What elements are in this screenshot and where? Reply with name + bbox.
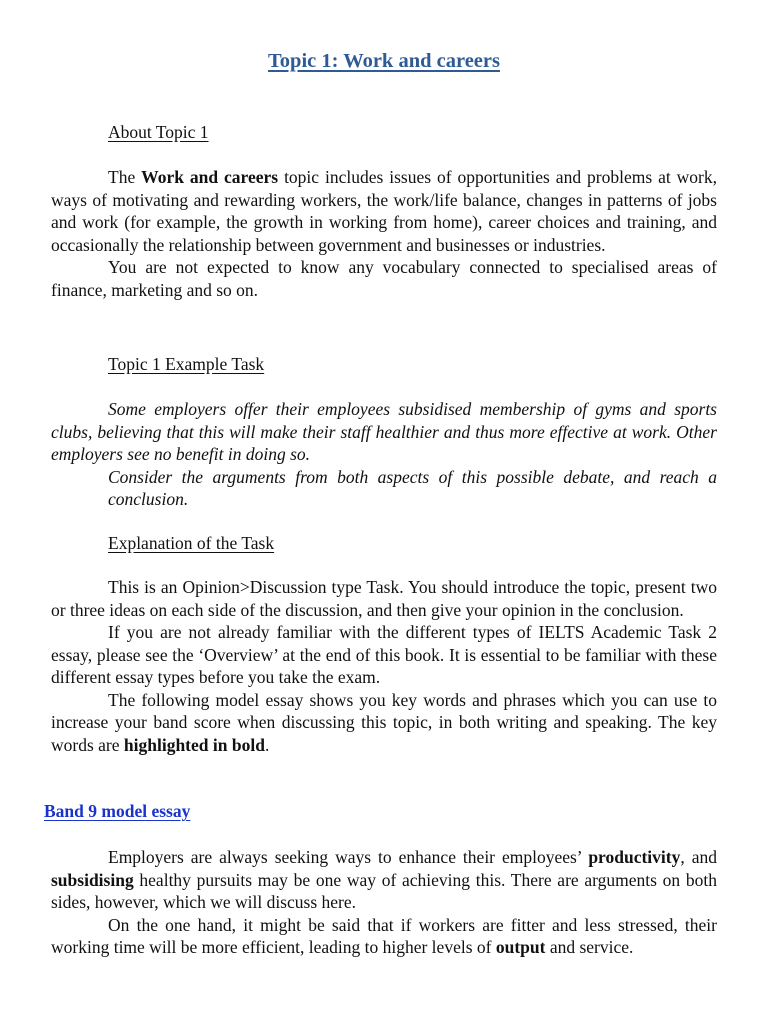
bold-term: Work and careers [141, 167, 279, 187]
text-run: The following model essay shows you key words and phrases which you can use to increase your band score when discussing this topic, in both writing and speaking. The key words are [51, 689, 717, 755]
text-run: On the one hand, it might be said that if workers are fitter and less stressed, their working time will be more efficient, leading to higher levels of [51, 914, 717, 957]
bold-term: output [495, 937, 546, 957]
text-run: Employers are always seeking ways to enhance their employees’ [108, 847, 589, 867]
bold-term: highlighted in bold [123, 734, 265, 755]
band-9-link[interactable]: Band 9 model essay [44, 801, 191, 821]
text-run: The [108, 167, 142, 187]
explanation-paragraph-3 [51, 689, 717, 757]
task-heading: Topic 1 Example Task [108, 354, 265, 374]
task-paragraph-1: Some employers offer their employees subsidised membership of gyms and sports clubs, believing that this will make their staff healthier and thus more effective at work. Other employers see no benefit in doing so. [51, 399, 717, 464]
text-run: topic includes issues of opportunities and problems at work, ways of motivating and rewarding workers, the work/life balance, changes in patterns of jobs and work (for example, the growth in working from home), career choices and training, and occasionally the relationship between government and businesses or industries. [51, 167, 717, 255]
explanation-heading: Explanation of the Task [108, 533, 275, 553]
text-run: healthy pursuits may be one way of achieving this. There are arguments on both sides, however, which we will discuss here. [51, 869, 717, 912]
text-run: . [264, 734, 270, 755]
about-section [51, 166, 717, 301]
explanation-paragraph-1: This is an Opinion>Discussion type Task. You should introduce the topic, present two or three ideas on each side of the discussion, and then give your opinion in the conclusion. [51, 577, 717, 620]
about-paragraph-2: You are not expected to know any vocabulary connected to specialised areas of finance, marketing and so on. [51, 257, 717, 300]
task-paragraph-2: Consider the arguments from both aspects of this possible debate, and reach a conclusion. [108, 466, 717, 509]
page-title: Topic 1: Work and careers [268, 50, 500, 72]
bold-term: productivity [588, 847, 681, 867]
text-run: , and [680, 847, 717, 867]
task-section [51, 398, 717, 511]
explanation-paragraph-2: If you are not already familiar with the different types of IELTS Academic Task 2 essay, please see the ‘Overview’ at the end of this book. It is essential to be familiar with these different essay types before you take the exam. [51, 622, 717, 687]
about-heading: About Topic 1 [108, 122, 209, 142]
about-paragraph-1 [51, 166, 717, 256]
bold-term: subsidising [51, 869, 134, 890]
text-run: and service. [545, 937, 634, 957]
essay-paragraph-1 [51, 846, 717, 914]
essay-paragraph-2 [51, 914, 717, 959]
essay-section [51, 846, 717, 959]
explanation-section [51, 576, 717, 756]
